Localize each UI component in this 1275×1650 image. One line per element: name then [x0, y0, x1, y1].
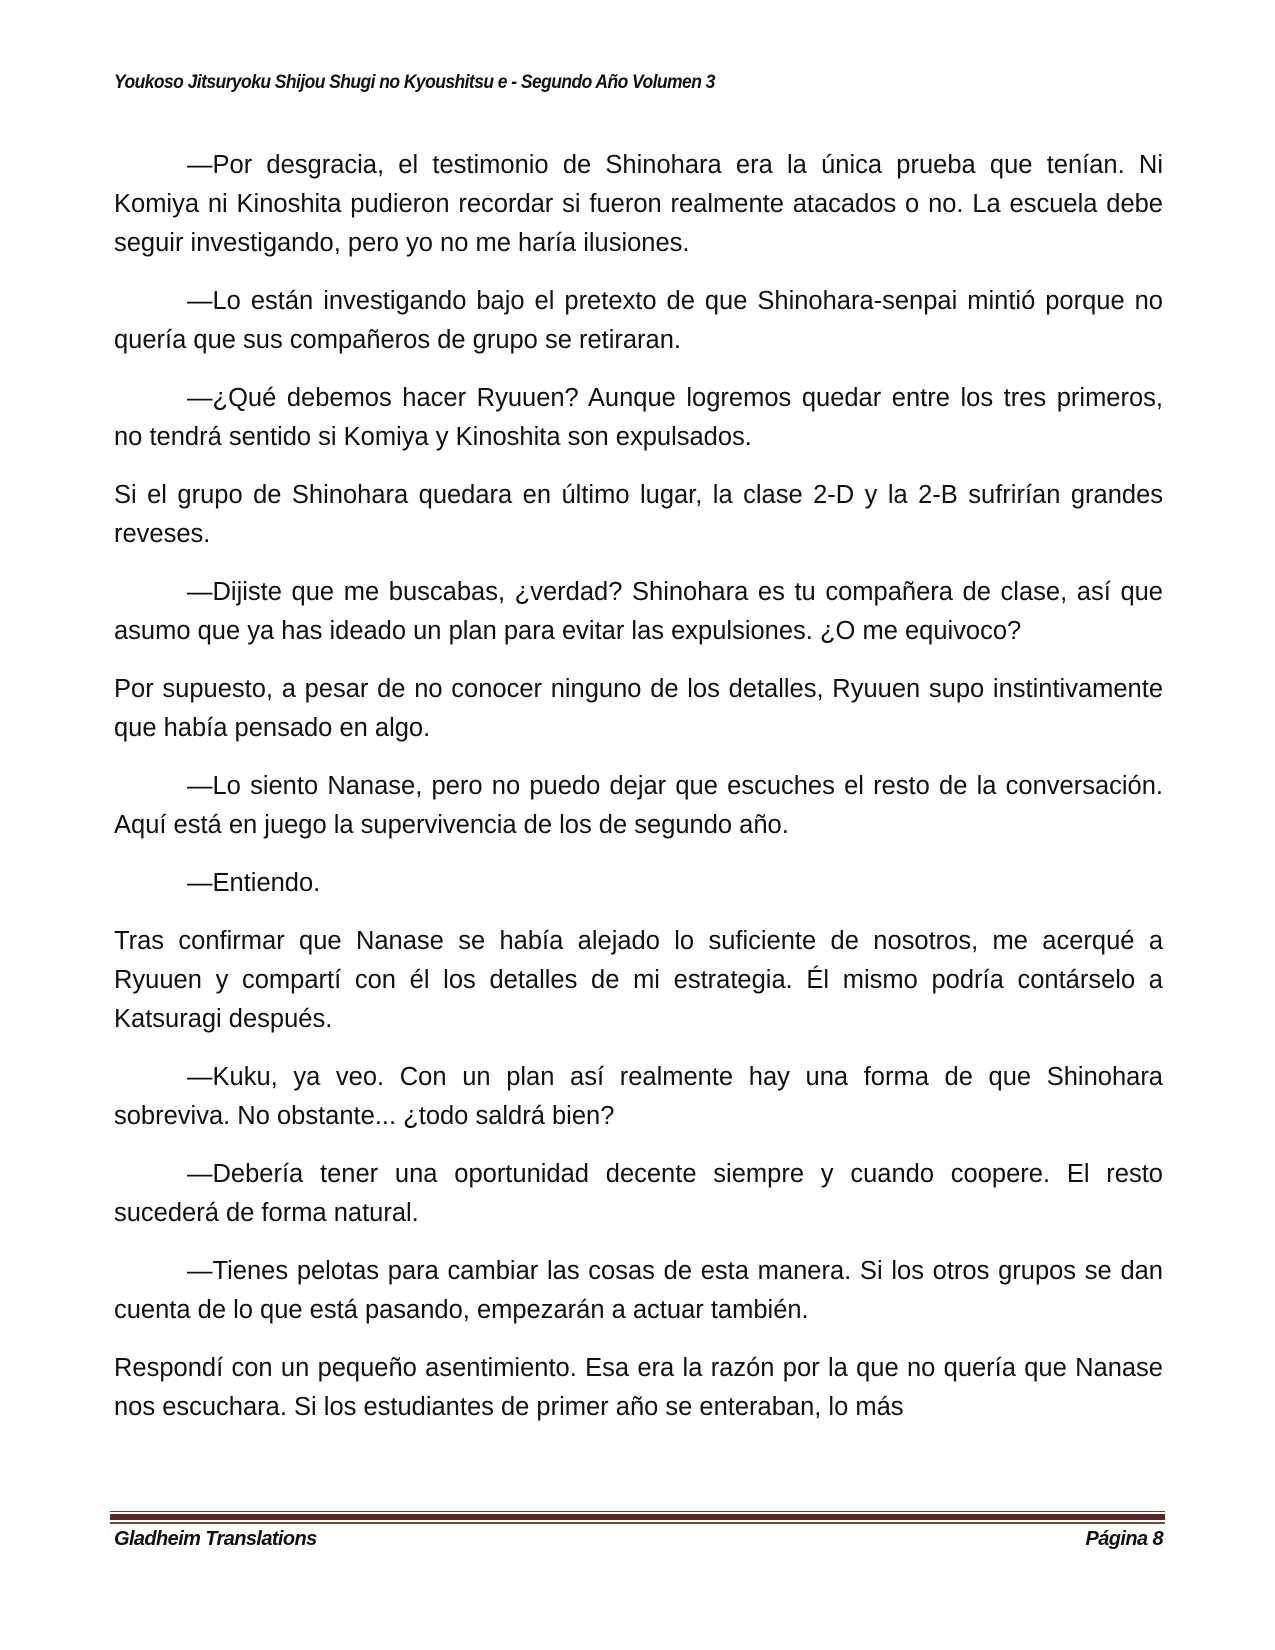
paragraph: —Debería tener una oportunidad decente siempre y cuando coopere. El resto sucederá de forma natural.: [114, 1160, 1163, 1227]
paragraph: Si el grupo de Shinohara quedara en último lugar, la clase 2-D y la 2-B sufrirían grandes reveses.: [114, 481, 1163, 548]
paragraph: —¿Qué debemos hacer Ryuuen? Aunque logremos quedar entre los tres primeros, no tendrá sentido si Komiya y Kinoshita son expulsados.: [114, 384, 1163, 451]
paragraph: —Kuku, ya veo. Con un plan así realmente hay una forma de que Shinohara sobreviva. No obstante... ¿todo saldrá bien?: [114, 1063, 1163, 1130]
paragraph: —Dijiste que me buscabas, ¿verdad? Shinohara es tu compañera de clase, así que asumo que ya has ideado un plan para evitar las expulsiones. ¿O me equivoco?: [114, 578, 1163, 645]
footer-rule-thick: [110, 1514, 1165, 1520]
running-header: Youkoso Jitsuryoku Shijou Shugi no Kyoushitsu e - Segundo Año Volumen 3: [114, 72, 715, 93]
paragraph: —Por desgracia, el testimonio de Shinohara era la única prueba que tenían. Ni Komiya ni Kinoshita pudieron recordar si fueron realmente atacados o no. La escuela debe seguir investigando, pero yo no me haría ilusiones.: [114, 151, 1163, 257]
footer-rule-thin: [110, 1522, 1165, 1524]
footer-credit: Gladheim Translations: [114, 1528, 317, 1550]
paragraph: Tras confirmar que Nanase se había alejado lo suficiente de nosotros, me acerqué a Ryuuen y compartí con él los detalles de mi estrategia. Él mismo podría contárselo a Katsuragi después.: [114, 927, 1163, 1033]
paragraph: Por supuesto, a pesar de no conocer ninguno de los detalles, Ryuuen supo instintivamente que había pensado en algo.: [114, 675, 1163, 742]
paragraph: Respondí con un pequeño asentimiento. Esa era la razón por la que no quería que Nanase nos escuchara. Si los estudiantes de primer año se enteraban, lo más: [114, 1354, 1163, 1421]
page-number: Página 8: [1085, 1528, 1163, 1550]
footer-rule-thin: [110, 1511, 1165, 1512]
paragraph: —Lo están investigando bajo el pretexto de que Shinohara-senpai mintió porque no quería que sus compañeros de grupo se retiraran.: [114, 287, 1163, 354]
page-body: [114, 146, 1163, 1446]
paragraph: —Tienes pelotas para cambiar las cosas de esta manera. Si los otros grupos se dan cuenta de lo que está pasando, empezarán a actuar también.: [114, 1257, 1163, 1324]
paragraph: —Lo siento Nanase, pero no puedo dejar que escuches el resto de la conversación. Aquí está en juego la supervivencia de los de segundo año.: [114, 772, 1163, 839]
paragraph: —Entiendo.: [187, 869, 321, 897]
